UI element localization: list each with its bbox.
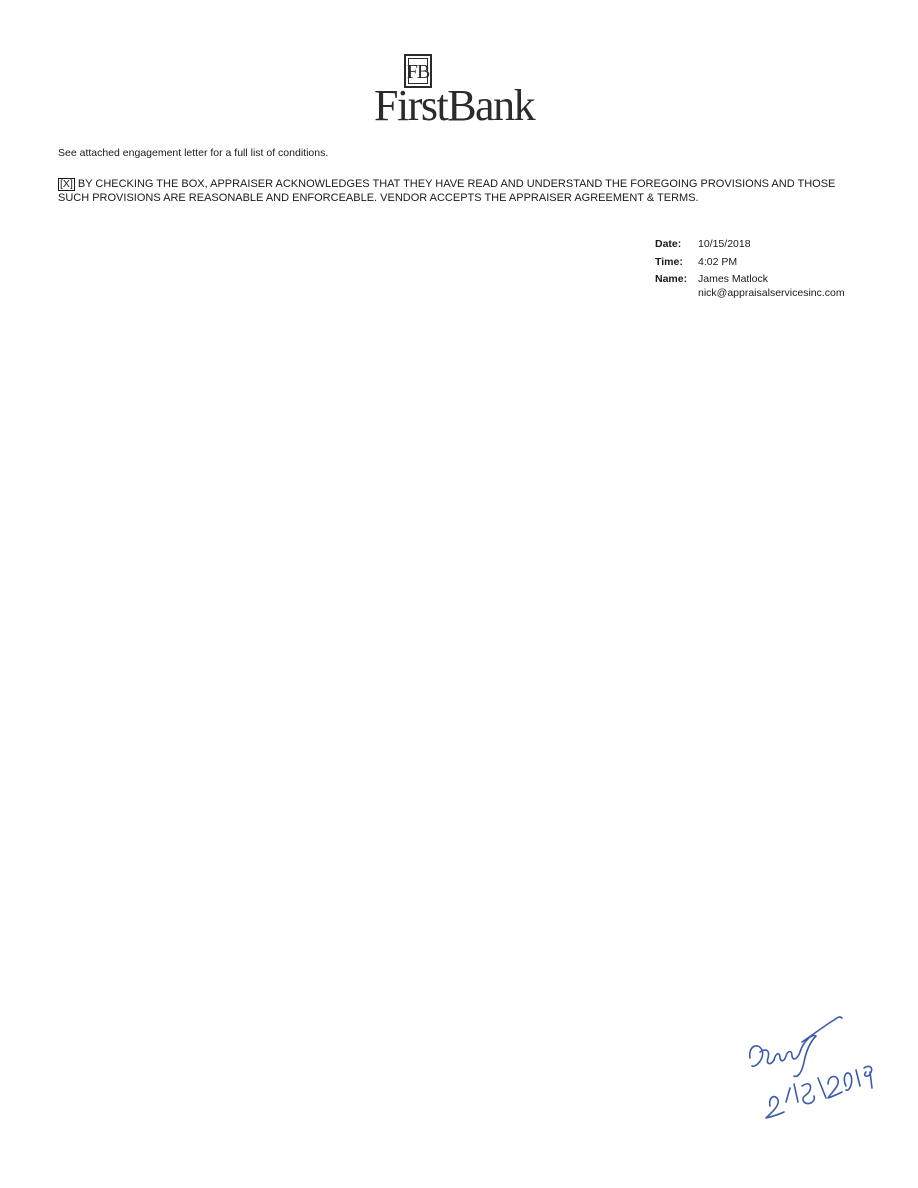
logo-wordmark: FirstBank <box>374 81 535 130</box>
logo-monogram: FB <box>406 61 430 83</box>
time-value: 4:02 PM <box>698 255 738 268</box>
name-label: Name: <box>655 273 688 285</box>
acknowledgement-block <box>58 177 868 205</box>
date-label: Date: <box>655 238 682 250</box>
conditions-note: See attached engagement letter for a full list of conditions. <box>58 147 329 159</box>
time-label: Time: <box>655 255 683 268</box>
email-value: nick@appraisalservicesinc.com <box>698 286 845 299</box>
fb-monogram-icon <box>404 54 432 88</box>
signoff-details <box>655 236 845 300</box>
time-row <box>655 254 845 272</box>
firstbank-logo <box>372 54 552 130</box>
date-value: 10/15/2018 <box>698 238 751 250</box>
date-row <box>655 236 845 254</box>
acknowledgement-text: BY CHECKING THE BOX, APPRAISER ACKNOWLEDGES THAT THEY HAVE READ AND UNDERSTAND THE FOREGOING PROVISIONS AND THOSE SUCH PROVISIONS ARE REASONABLE AND ENFORCEABLE. VENDOR ACCEPTS THE APPRAISER AGREEMENT & TERMS. <box>58 178 836 204</box>
checkbox-mark: X <box>62 178 70 190</box>
acknowledgement-checkbox[interactable]: [X] <box>60 178 73 190</box>
name-value: James Matlock <box>698 273 769 285</box>
handwritten-signature <box>740 1006 880 1132</box>
